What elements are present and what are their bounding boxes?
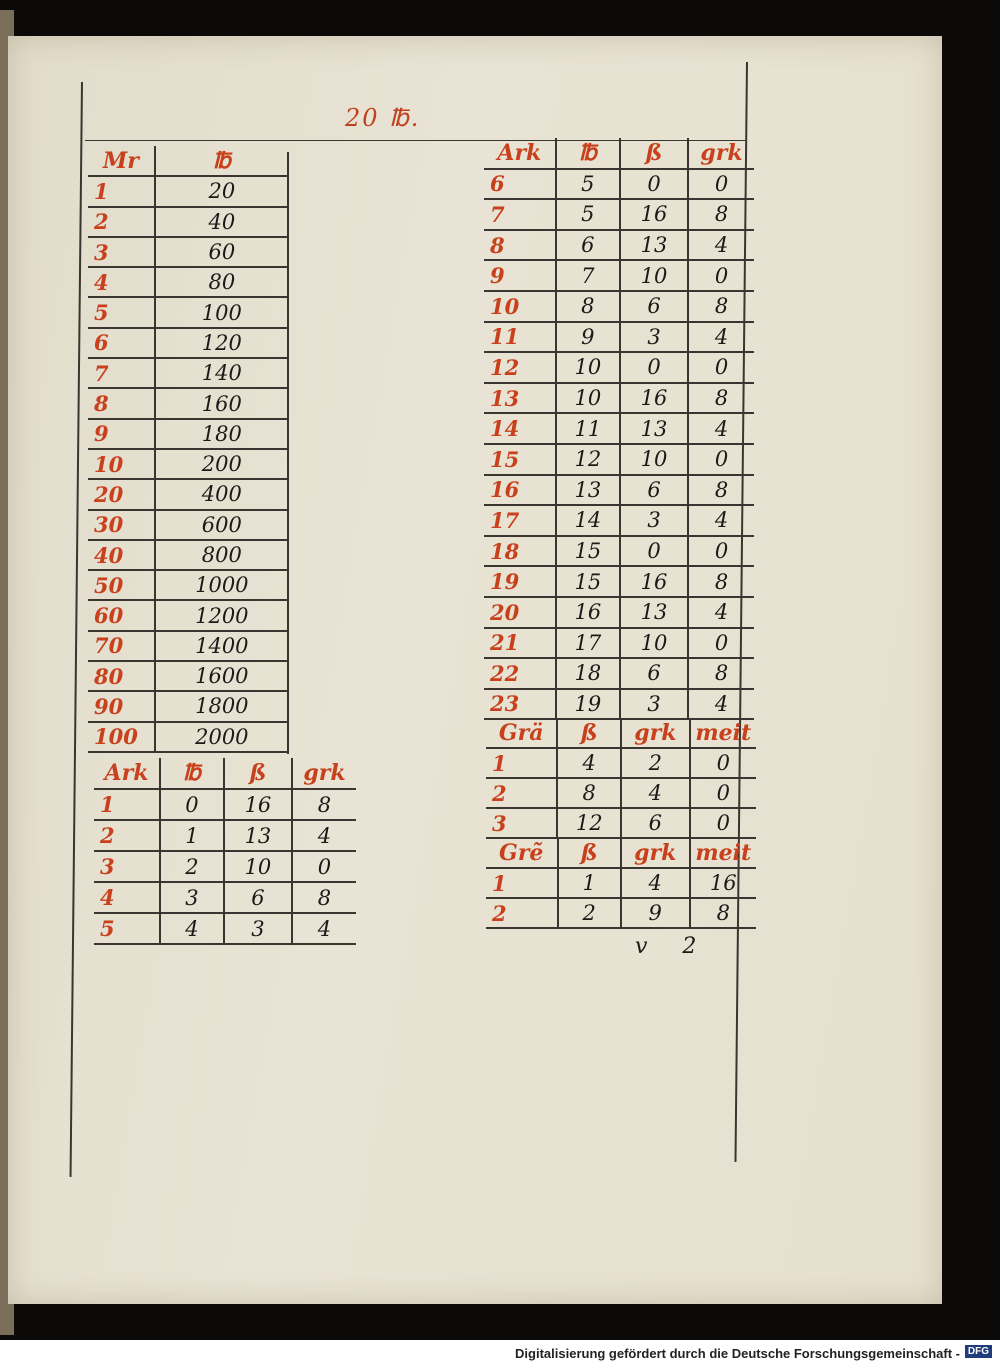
value-cell: 1 [558, 868, 621, 898]
table-row [88, 600, 288, 630]
row-label-cell: 18 [484, 536, 556, 567]
value-cell: 2 [621, 748, 689, 778]
value-cell: 8 [688, 658, 754, 689]
row-label-cell: 50 [88, 570, 155, 600]
header-cell: ß [620, 138, 688, 169]
row-label-cell: 7 [88, 358, 155, 388]
table-row [484, 352, 754, 383]
header-cell: ℔ [556, 138, 620, 169]
value-cell: 3 [620, 322, 688, 353]
table-row [484, 505, 754, 536]
row-label-cell: 22 [484, 658, 556, 689]
row-label-cell: 3 [88, 237, 155, 267]
table-row [88, 540, 288, 570]
table-row [88, 328, 288, 358]
row-label-cell: 4 [94, 882, 160, 913]
value-cell: 17 [556, 628, 620, 659]
table-row [88, 661, 288, 691]
table-row [484, 291, 754, 322]
table-row [88, 358, 288, 388]
value-cell: 6 [621, 808, 689, 838]
row-label-cell: 100 [88, 722, 155, 752]
value-cell: 0 [688, 352, 754, 383]
table-row [88, 631, 288, 661]
row-label-cell: 7 [484, 199, 556, 230]
table-row [484, 169, 754, 200]
value-cell: 12 [557, 808, 621, 838]
value-cell: 60 [155, 237, 288, 267]
value-cell: 4 [621, 868, 690, 898]
value-cell: 12 [556, 444, 620, 475]
header-cell: ß [224, 758, 292, 789]
value-cell: 3 [224, 913, 292, 944]
table-row [88, 388, 288, 418]
row-label-cell: 3 [486, 808, 557, 838]
table-row [484, 689, 754, 720]
value-cell: 20 [155, 176, 288, 206]
header-cell: meit [690, 718, 756, 748]
value-cell: 1400 [155, 631, 288, 661]
row-label-cell: 19 [484, 566, 556, 597]
table-row [94, 882, 356, 913]
table-row [484, 230, 754, 261]
row-label-cell: 15 [484, 444, 556, 475]
table-row [484, 566, 754, 597]
value-cell: 18 [556, 658, 620, 689]
header-cell: meit [690, 838, 756, 868]
row-label-cell: 13 [484, 383, 556, 414]
header-cell: Ark [484, 138, 556, 169]
value-cell: 8 [556, 291, 620, 322]
value-cell: 120 [155, 328, 288, 358]
value-cell: 4 [292, 820, 356, 851]
value-cell: 10 [620, 444, 688, 475]
header-cell: Mr [88, 146, 155, 176]
value-cell: 8 [292, 882, 356, 913]
row-label-cell: 16 [484, 475, 556, 506]
table-row [484, 322, 754, 353]
row-label-cell: 1 [486, 868, 558, 898]
value-cell: 3 [620, 689, 688, 720]
header-cell: grk [292, 758, 356, 789]
value-cell: 0 [688, 444, 754, 475]
table-header-row [484, 138, 754, 169]
row-label-cell: 21 [484, 628, 556, 659]
row-label-cell: 11 [484, 322, 556, 353]
value-cell: 16 [620, 566, 688, 597]
table-row [486, 808, 756, 838]
value-cell: 400 [155, 479, 288, 509]
value-cell: 6 [556, 230, 620, 261]
table-header-row [486, 838, 756, 868]
value-cell: 4 [688, 597, 754, 628]
value-cell: 13 [620, 597, 688, 628]
value-cell: 0 [160, 789, 224, 820]
table-row [94, 789, 356, 820]
value-cell: 1000 [155, 570, 288, 600]
value-cell: 6 [620, 658, 688, 689]
value-cell: 5 [556, 169, 620, 200]
row-label-cell: 4 [88, 267, 155, 297]
table-row [88, 267, 288, 297]
value-cell: 4 [557, 748, 621, 778]
value-cell: 16 [556, 597, 620, 628]
value-cell: 5 [556, 199, 620, 230]
value-cell: 1200 [155, 600, 288, 630]
header-cell: Ark [94, 758, 160, 789]
header-cell: grk [621, 718, 689, 748]
value-cell: 0 [620, 352, 688, 383]
value-cell: 13 [556, 475, 620, 506]
row-label-cell: 17 [484, 505, 556, 536]
table-row [484, 658, 754, 689]
row-label-cell: 20 [484, 597, 556, 628]
value-cell: 16 [224, 789, 292, 820]
value-cell: 4 [688, 689, 754, 720]
row-label-cell: 90 [88, 691, 155, 721]
row-label-cell: 2 [94, 820, 160, 851]
value-cell: 13 [224, 820, 292, 851]
table-row [484, 536, 754, 567]
value-cell: 3 [620, 505, 688, 536]
value-cell: 2000 [155, 722, 288, 752]
footer-credit: Digitalisierung gefördert durch die Deutsche Forschungsgemeinschaft - [515, 1346, 960, 1361]
row-label-cell: 5 [88, 297, 155, 327]
value-cell: 0 [690, 748, 756, 778]
row-label-cell: 6 [88, 328, 155, 358]
value-cell: 40 [155, 207, 288, 237]
value-cell: 0 [688, 169, 754, 200]
value-cell: 13 [620, 230, 688, 261]
value-cell: 0 [292, 851, 356, 882]
row-label-cell: 5 [94, 913, 160, 944]
row-label-cell: 3 [94, 851, 160, 882]
header-cell: grk [688, 138, 754, 169]
value-cell: 8 [690, 898, 756, 928]
value-cell: 4 [160, 913, 224, 944]
table-ark-left [94, 758, 356, 945]
value-cell: 8 [688, 199, 754, 230]
table-row [88, 722, 288, 752]
table-row [94, 913, 356, 944]
value-cell: 8 [688, 383, 754, 414]
table-row [484, 260, 754, 291]
dfg-logo: DFG [965, 1345, 992, 1358]
table-row [484, 628, 754, 659]
value-cell: 10 [556, 383, 620, 414]
table-marks [88, 146, 288, 753]
table-row [88, 237, 288, 267]
value-cell: 100 [155, 297, 288, 327]
row-label-cell: 2 [486, 898, 558, 928]
table-header-row [486, 718, 756, 748]
value-cell: 180 [155, 419, 288, 449]
table-row [88, 570, 288, 600]
table-row [88, 176, 288, 206]
value-cell: 800 [155, 540, 288, 570]
table-row [486, 778, 756, 808]
table-row [484, 597, 754, 628]
table-row [88, 419, 288, 449]
value-cell: 10 [556, 352, 620, 383]
row-label-cell: 9 [484, 260, 556, 291]
header-cell: ℔ [155, 146, 288, 176]
row-label-cell: 6 [484, 169, 556, 200]
table-row [88, 479, 288, 509]
row-label-cell: 2 [486, 778, 557, 808]
value-cell: 14 [556, 505, 620, 536]
table-row [484, 413, 754, 444]
value-cell: 13 [620, 413, 688, 444]
page-heading: 20 ℔. [345, 104, 421, 132]
table-row [88, 207, 288, 237]
row-label-cell: 1 [88, 176, 155, 206]
header-cell: ß [558, 838, 621, 868]
value-cell: 8 [557, 778, 621, 808]
table-ark-right [484, 138, 754, 720]
header-cell: ß [557, 718, 621, 748]
row-label-cell: 60 [88, 600, 155, 630]
marks-table-right-rule [287, 152, 289, 754]
footer-bar [0, 1340, 1000, 1364]
table-row [486, 748, 756, 778]
table-row [484, 475, 754, 506]
value-cell: 4 [621, 778, 689, 808]
value-cell: 8 [688, 566, 754, 597]
table-row [486, 898, 756, 928]
value-cell: 2 [558, 898, 621, 928]
table-row [484, 383, 754, 414]
value-cell: 7 [556, 260, 620, 291]
value-cell: 9 [556, 322, 620, 353]
table-row [486, 868, 756, 898]
row-label-cell: 14 [484, 413, 556, 444]
value-cell: 16 [620, 199, 688, 230]
table-row [94, 820, 356, 851]
row-label-cell: 30 [88, 510, 155, 540]
row-label-cell: 1 [94, 789, 160, 820]
row-label-cell: 8 [88, 388, 155, 418]
value-cell: 11 [556, 413, 620, 444]
value-cell: 3 [160, 882, 224, 913]
row-label-cell: 23 [484, 689, 556, 720]
value-cell: 600 [155, 510, 288, 540]
table-row [88, 691, 288, 721]
row-label-cell: 70 [88, 631, 155, 661]
value-cell: 0 [620, 169, 688, 200]
table-header-row [94, 758, 356, 789]
table-row [88, 449, 288, 479]
header-cell: Grẽ [486, 838, 558, 868]
value-cell: 16 [620, 383, 688, 414]
table-row [88, 510, 288, 540]
table-gran [486, 718, 756, 839]
row-label-cell: 20 [88, 479, 155, 509]
value-cell: 2 [160, 851, 224, 882]
value-cell: 4 [688, 505, 754, 536]
value-cell: 0 [620, 536, 688, 567]
value-cell: 1 [160, 820, 224, 851]
row-label-cell: 10 [88, 449, 155, 479]
table-row [484, 444, 754, 475]
value-cell: 6 [620, 291, 688, 322]
value-cell: 8 [688, 291, 754, 322]
table-row [94, 851, 356, 882]
value-cell: 15 [556, 566, 620, 597]
value-cell: 0 [688, 628, 754, 659]
value-cell: 0 [690, 808, 756, 838]
value-cell: 6 [620, 475, 688, 506]
header-cell: grk [621, 838, 690, 868]
value-cell: 1600 [155, 661, 288, 691]
value-cell: 6 [224, 882, 292, 913]
value-cell: 140 [155, 358, 288, 388]
table-row [88, 297, 288, 327]
value-cell: 0 [688, 536, 754, 567]
value-cell: 4 [292, 913, 356, 944]
value-cell: 10 [224, 851, 292, 882]
header-cell: Grä [486, 718, 557, 748]
table-row [484, 199, 754, 230]
value-cell: 19 [556, 689, 620, 720]
value-cell: 4 [688, 413, 754, 444]
row-label-cell: 9 [88, 419, 155, 449]
header-cell: ℔ [160, 758, 224, 789]
value-cell: 80 [155, 267, 288, 297]
value-cell: 16 [690, 868, 756, 898]
table-header-row [88, 146, 288, 176]
value-cell: 4 [688, 322, 754, 353]
value-cell: 4 [688, 230, 754, 261]
signature-mark: v 2 [635, 934, 711, 959]
row-label-cell: 2 [88, 207, 155, 237]
value-cell: 9 [621, 898, 690, 928]
value-cell: 200 [155, 449, 288, 479]
row-label-cell: 8 [484, 230, 556, 261]
row-label-cell: 1 [486, 748, 557, 778]
value-cell: 8 [688, 475, 754, 506]
value-cell: 15 [556, 536, 620, 567]
row-label-cell: 12 [484, 352, 556, 383]
value-cell: 1800 [155, 691, 288, 721]
value-cell: 8 [292, 789, 356, 820]
row-label-cell: 80 [88, 661, 155, 691]
value-cell: 0 [688, 260, 754, 291]
value-cell: 10 [620, 628, 688, 659]
row-label-cell: 40 [88, 540, 155, 570]
row-label-cell: 10 [484, 291, 556, 322]
value-cell: 0 [690, 778, 756, 808]
value-cell: 10 [620, 260, 688, 291]
table-grek [486, 838, 756, 929]
value-cell: 160 [155, 388, 288, 418]
